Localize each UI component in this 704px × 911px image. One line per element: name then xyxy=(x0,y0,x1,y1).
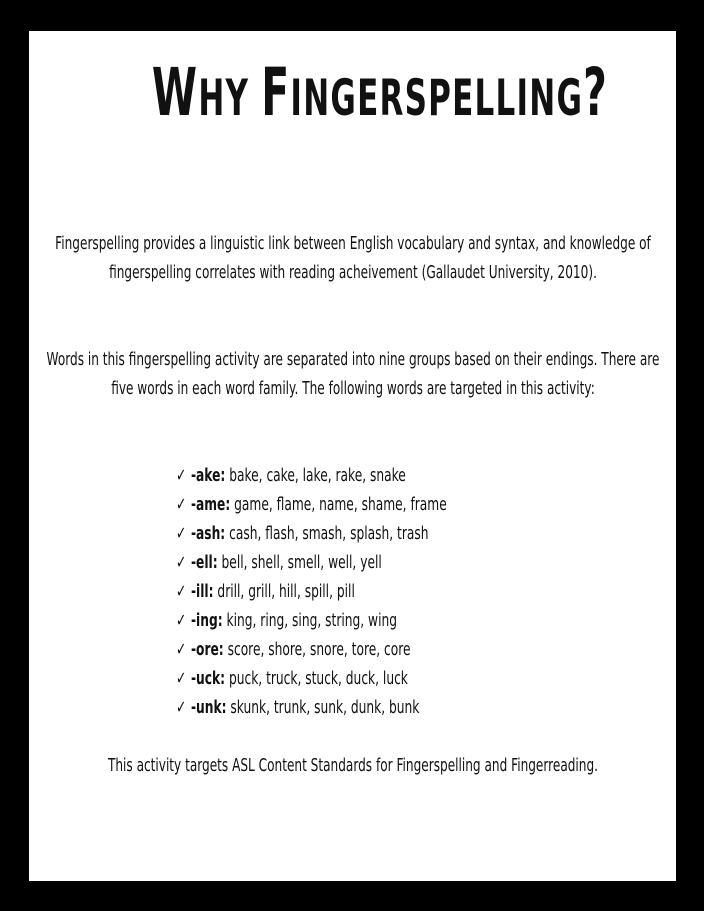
list-item xyxy=(176,490,693,519)
checkmark-icon: ✓ xyxy=(176,465,187,486)
word-family-suffix: -ash: xyxy=(190,523,226,544)
word-family-words: bake, cake, lake, rake, snake xyxy=(229,465,406,486)
word-family-words: bell, shell, smell, well, yell xyxy=(221,552,382,573)
title-rest-ingerspelling: INGERSPELLING xyxy=(290,69,584,127)
word-family-words: cash, flash, smash, splash, trash xyxy=(229,523,429,544)
word-family-suffix: -ill: xyxy=(190,581,214,602)
intro-text: Fingerspelling provides a linguistic link between English vocabulary and syntax, and knowledge of fingerspelling correlates with reading acheivement (Gallaudet University, 2010). xyxy=(55,233,651,283)
word-family-suffix: -uck: xyxy=(190,668,226,689)
word-family-words: skunk, trunk, sunk, dunk, bunk xyxy=(230,697,420,718)
list-item xyxy=(176,548,693,577)
word-family-words: puck, truck, stuck, duck, luck xyxy=(228,668,408,689)
list-item xyxy=(176,664,693,693)
standards-text: This activity targets ASL Content Standards for Fingerspelling and Fingerreading. xyxy=(107,755,599,776)
word-family-words: king, ring, sing, string, wing xyxy=(226,610,397,631)
checkmark-icon: ✓ xyxy=(176,523,187,544)
page-title xyxy=(151,53,609,138)
title-initial-w: W xyxy=(151,54,199,131)
intro-paragraph xyxy=(43,229,662,287)
word-family-suffix: -unk: xyxy=(190,697,227,718)
word-family-words: score, shore, snore, tore, core xyxy=(227,639,411,660)
description-paragraph xyxy=(43,345,662,403)
checkmark-icon: ✓ xyxy=(176,494,187,515)
title-rest-hy: HY xyxy=(198,69,262,127)
document-page xyxy=(29,31,676,881)
list-item xyxy=(176,693,693,722)
list-item xyxy=(176,606,693,635)
list-item xyxy=(176,519,693,548)
word-family-suffix: -ing: xyxy=(190,610,223,631)
checkmark-icon: ✓ xyxy=(176,552,187,573)
word-family-suffix: -ame: xyxy=(190,494,231,515)
title-question-mark: ? xyxy=(583,54,609,131)
checkmark-icon: ✓ xyxy=(176,581,187,602)
list-item xyxy=(176,635,693,664)
word-family-suffix: -ell: xyxy=(190,552,218,573)
list-item xyxy=(176,461,693,490)
word-family-suffix: -ore: xyxy=(190,639,224,660)
checkmark-icon: ✓ xyxy=(176,668,187,689)
word-family-list xyxy=(176,461,696,722)
word-family-words: game, flame, name, shame, frame xyxy=(234,494,447,515)
word-family-suffix: -ake: xyxy=(190,465,226,486)
standards-paragraph xyxy=(43,751,662,780)
checkmark-icon: ✓ xyxy=(176,610,187,631)
checkmark-icon: ✓ xyxy=(176,697,187,718)
word-family-words: drill, grill, hill, spill, pill xyxy=(217,581,355,602)
list-item xyxy=(176,577,693,606)
description-text: Words in this fingerspelling activity are separated into nine groups based on their endings. There are five words in each word family. The following words are targeted in this activity: xyxy=(46,349,660,399)
checkmark-icon: ✓ xyxy=(176,639,187,660)
title-initial-f: F xyxy=(261,54,291,131)
